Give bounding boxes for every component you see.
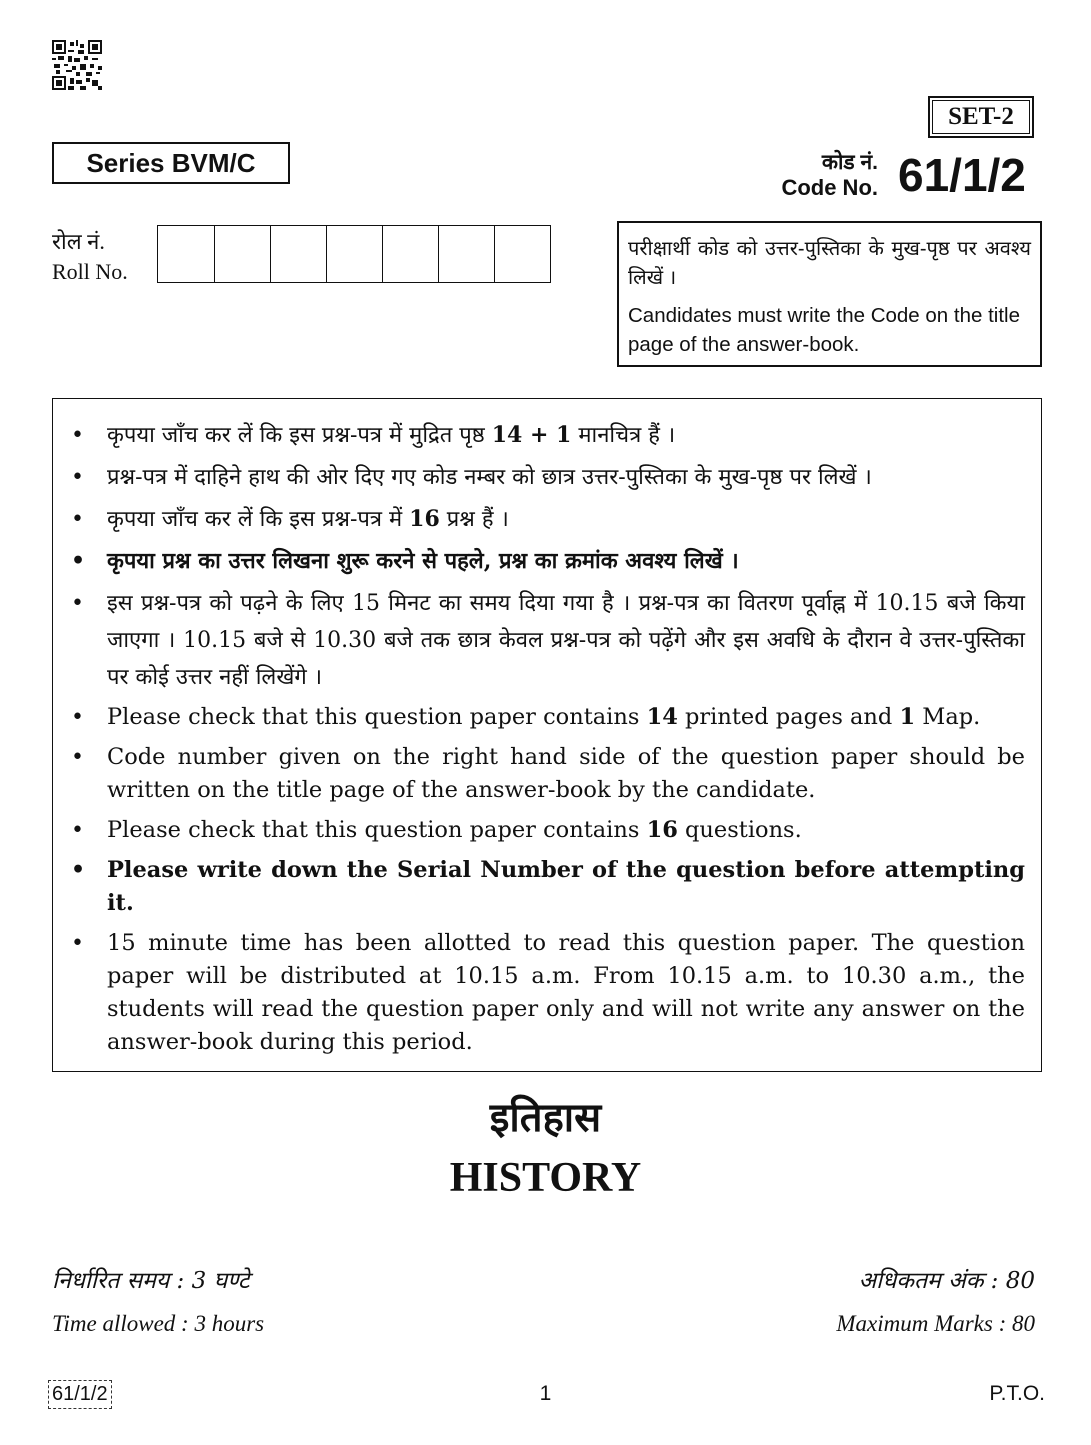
code-label-hindi: कोड नं. (821, 151, 878, 174)
bullet-icon: • (71, 465, 84, 490)
instruction-item (67, 927, 1025, 1059)
bullet-icon: • (71, 857, 86, 883)
qr-code-icon (52, 40, 102, 90)
instruction-text: प्रश्न-पत्र में दाहिने हाथ की ओर दिए गए कोड नम्बर को छात्र उत्तर-पुस्तिका के मुख-पृष्ठ पर लिखें । (107, 465, 872, 490)
bullet-icon: • (71, 423, 84, 448)
roll-cell[interactable] (382, 226, 438, 282)
instruction-item (67, 701, 1025, 734)
instruction-text-bold: 16 (409, 506, 440, 532)
roll-number-grid[interactable] (157, 225, 551, 283)
roll-cell[interactable] (214, 226, 270, 282)
series-label: Series BVM/C (86, 147, 256, 178)
roll-cell[interactable] (158, 226, 214, 282)
instruction-item (67, 543, 1025, 580)
instruction-text-bold: कृपया प्रश्न का उत्तर लिखना शुरू करने से पहले, प्रश्न का क्रमांक अवश्य लिखें । (107, 548, 739, 574)
series-box (52, 142, 290, 184)
instruction-item (67, 741, 1025, 807)
footer-code: 61/1/2 (48, 1380, 112, 1409)
maximum-marks-hindi: अधिकतम अंक : 80 (858, 1268, 1035, 1294)
time-allowed-english: Time allowed : 3 hours (52, 1311, 265, 1336)
bullet-icon: • (71, 705, 84, 730)
time-allowed-hindi: निर्धारित समय : 3 घण्टे (52, 1268, 250, 1294)
roll-cell[interactable] (270, 226, 326, 282)
bullet-icon: • (71, 745, 84, 770)
instruction-item (67, 459, 1025, 496)
instruction-text: Please check that this question paper contains (107, 817, 647, 843)
bullet-icon: • (71, 591, 84, 616)
instructions-list (67, 417, 1025, 1059)
instruction-text: कृपया जाँच कर लें कि इस प्रश्न-पत्र में (107, 507, 410, 532)
subject-title-hindi: इतिहास (489, 1094, 602, 1141)
instruction-text-bold: 1 (899, 704, 916, 730)
instruction-text-bold: Please write down the Serial Number of the question before attempting it. (107, 857, 1025, 916)
roll-cell[interactable] (326, 226, 382, 282)
instruction-text: 15 minute time has been allotted to read this question paper. The question paper will be distributed at 10.15 a.m. From 10.15 a.m. to 10.30 a.m., the students will read the question paper only and will not write any answer on the answer-book during this period. (107, 930, 1025, 1055)
maximum-marks-english: Maximum Marks : 80 (836, 1311, 1035, 1336)
instruction-item (67, 854, 1025, 920)
roll-cell[interactable] (438, 226, 494, 282)
page-number: 1 (539, 1382, 552, 1405)
code-number: 61/1/2 (898, 149, 1026, 201)
instruction-text: questions. (677, 817, 802, 843)
instruction-text-bold: 14 (646, 704, 678, 730)
roll-cell[interactable] (494, 226, 550, 282)
instruction-text: प्रश्न हैं । (439, 507, 509, 532)
instruction-item (67, 585, 1025, 696)
instruction-text: इस प्रश्न-पत्र को पढ़ने के लिए 15 मिनट का समय दिया गया है । प्रश्न-पत्र का वितरण पूर्वाह्न में 10.15 बजे किया जाएगा । 10.15 बजे से 10.30 बजे तक छात्र केवल प्रश्न-पत्र को पढ़ेंगे और इस अवधि के दौरान वे उत्तर-पुस्तिका पर कोई उत्तर नहीं लिखेंगे । (107, 591, 1025, 690)
instruction-text-bold: 14 + 1 (491, 422, 572, 448)
instruction-item (67, 814, 1025, 847)
bullet-icon: • (71, 818, 84, 843)
please-turn-over: P.T.O. (989, 1382, 1045, 1405)
candidate-note-box (617, 221, 1042, 367)
subject-title-english: HISTORY (449, 1155, 642, 1201)
bullet-icon: • (71, 931, 84, 956)
instruction-item (67, 417, 1025, 454)
instruction-text: Map. (915, 704, 981, 730)
set-label: SET-2 (948, 103, 1014, 130)
candidate-note-english: Candidates must write the Code on the title page of the answer-book. (628, 304, 1020, 356)
set-box (928, 96, 1034, 138)
instruction-item (67, 501, 1025, 538)
roll-label-english: Roll No. (52, 259, 128, 284)
instruction-text: printed pages and (677, 704, 900, 730)
instruction-text: मानचित्र हैं । (571, 423, 676, 448)
roll-label-hindi: रोल नं. (52, 229, 105, 254)
instruction-text: कृपया जाँच कर लें कि इस प्रश्न-पत्र में मुद्रित पृष्ठ (107, 423, 492, 448)
instruction-text: Code number given on the right hand side of the question paper should be written on the title page of the answer-book by the candidate. (107, 744, 1025, 803)
bullet-icon: • (71, 507, 84, 532)
instruction-text-bold: 16 (646, 817, 678, 843)
code-label-english: Code No. (781, 175, 878, 200)
bullet-icon: • (71, 548, 86, 574)
instruction-text: Please check that this question paper contains (107, 704, 647, 730)
candidate-note-hindi: परीक्षार्थी कोड को उत्तर-पुस्तिका के मुख-पृष्ठ पर अवश्य लिखें । (628, 238, 1031, 289)
instructions-box (52, 398, 1042, 1072)
